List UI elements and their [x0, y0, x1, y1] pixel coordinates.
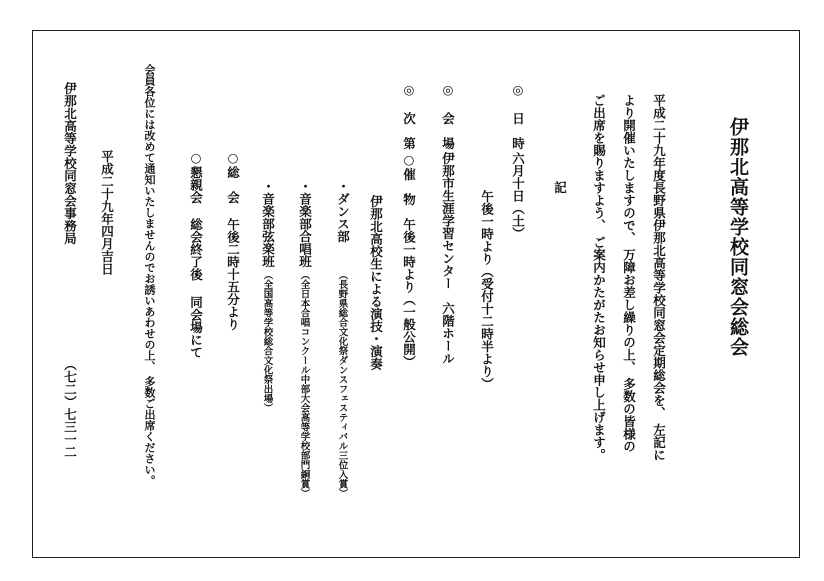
meeting-mark: ○: [225, 150, 241, 165]
performers-line: 伊那北高校生による演技・演奏: [368, 195, 384, 370]
intro-line-2: より開催いたしますので、 万障お差し繰りの上、 多数の皆様の: [621, 94, 637, 453]
date-mark: ◎: [510, 82, 526, 97]
venue-label: 会 場: [440, 112, 456, 150]
meeting-label: 総 会: [225, 166, 241, 204]
item-dance-note: （長野県総合文化祭ダンスフェスティバル三位入賞）: [336, 270, 348, 498]
sender-name: 伊那北高等学校同窓会事務局: [62, 82, 78, 245]
event-value: 午後一時より（一般公開）: [401, 218, 417, 368]
program-mark: ◎: [401, 82, 417, 97]
item-dance-name: ・ダンス部: [335, 180, 351, 243]
program-label: 次 第: [401, 112, 417, 150]
social-place: 同会場にて: [188, 296, 204, 359]
item-choir-name: ・音楽部合唱班: [297, 180, 313, 268]
social-value: 総会終了後: [188, 218, 204, 281]
ki-heading: 記: [552, 181, 568, 194]
social-label: 懇親会: [188, 166, 204, 204]
document-title: 伊那北高等学校同窓会総会: [727, 117, 749, 357]
meeting-value: 午後二時十五分より: [225, 218, 241, 331]
intro-line-1: 平成二十九年度長野県伊那北高等学校同窓会定期総会を、 左記に: [651, 94, 667, 461]
venue-value: 伊那市生涯学習センター 六階ホール: [440, 152, 456, 365]
event-label: 催 物: [401, 168, 417, 206]
date-time: 午後一時より（受付十二時半より）: [479, 190, 495, 390]
item-strings-note: （全国高等学校総合文化祭出場）: [261, 270, 273, 413]
social-mark: ○: [188, 150, 204, 165]
venue-mark: ◎: [440, 82, 456, 97]
issue-date: 平成二十九年四月吉日: [99, 150, 115, 275]
item-strings-name: ・音楽部弦楽班: [260, 180, 276, 268]
date-value: 六月十日（土）: [510, 152, 526, 240]
item-choir-note: （全日本合唱コンクール中部大会高等学校部門銅賞）: [298, 270, 310, 498]
event-mark: ○: [401, 152, 417, 167]
date-label: 日 時: [510, 112, 526, 150]
intro-line-3: ご出席を賜りますよう、 ご案内かたがたお知らせ申し上げます。: [591, 94, 607, 461]
notice-text: 会員各位には改めて通知いたしませんのでお誘いあわせの上、 多数ご出席ください。: [143, 64, 156, 486]
sender-phone: （七二）七三一二: [62, 358, 78, 458]
